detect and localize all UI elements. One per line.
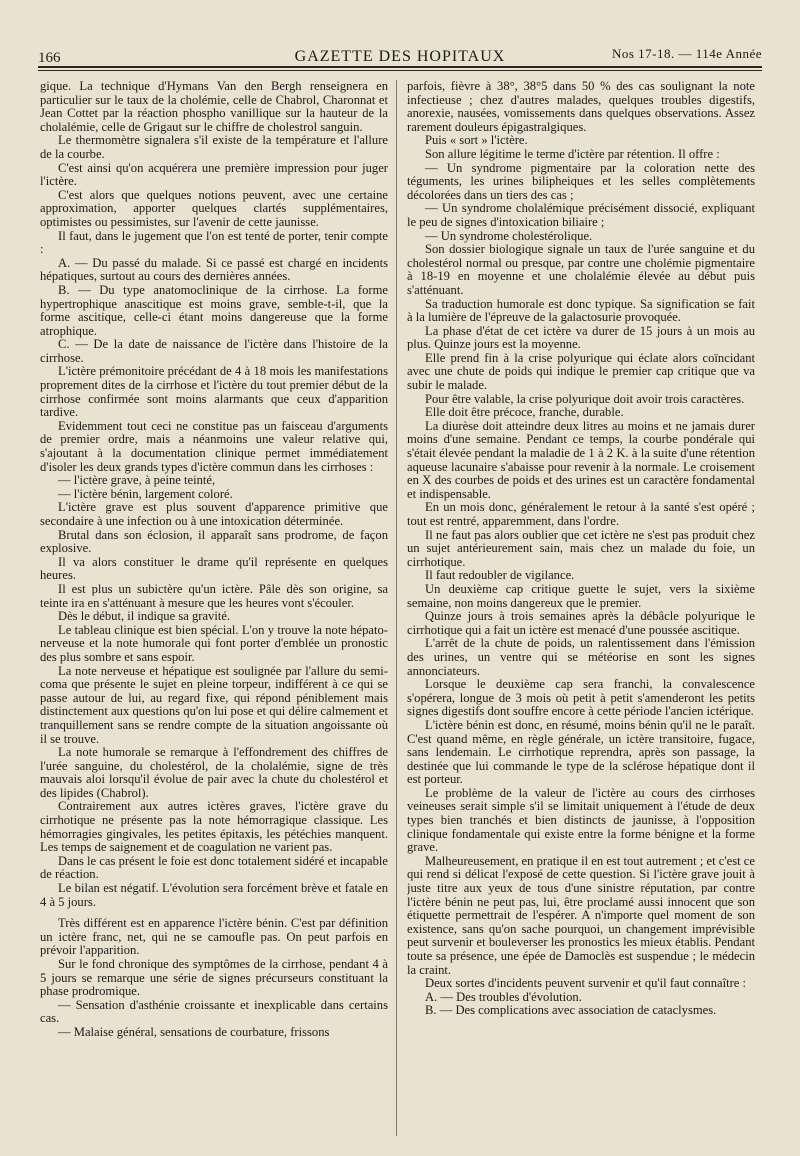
paragraph: La phase d'état de cet ictère va durer de 15 jours à un mois au plus. Quinze jours est la moyenne. [407,323,755,352]
paragraph: Quinze jours à trois semaines après la débâcle polyurique le cirrhotique qui a fait un ictère est menacé d'une poussée ascitique. [407,609,755,637]
right-column [407,80,755,1140]
paragraph: L'ictère grave est plus souvent d'apparence primitive que secondaire à une infection ou à une intoxication déterminée. [40,500,388,528]
header-rule-thin [38,70,762,71]
paragraph: L'ictère bénin est donc, en résumé, moins bénin qu'il ne le paraît. C'est quand même, en règle générale, un ictère transitoire, fugace, sans lendemain. Le cirrhotique reprendra, après son passage, la destinée que lui commande le type de la sclérose hépatique dont il est porteur. [407,717,755,787]
paragraph: Il ne faut pas alors oublier que cet ictère ne s'est pas produit chez un sujet antérieurement sain, mais chez un malade du foie, un cirrhotique. [407,527,755,569]
issue-info: Nos 17-18. — 114e Année [611,46,762,61]
paragraph: Elle prend fin à la crise polyurique qui éclate alors coïncidant avec une chute de poids qui indique le premier cap critique que va subir le malade. [407,350,755,393]
paragraph: — l'ictère grave, à peine teinté, [58,473,216,488]
paragraph: L'ictère prémonitoire précédant de 4 à 18 mois les manifestations proprement dites de la cirrhose et l'ictère du tout premier début de la cirrhose confirmée sont moins alarmants que ceux d'apparition tardive. [40,364,388,420]
paragraph: Son allure légitime le terme d'ictère par rétention. Il offre : [425,146,720,161]
paragraph: — l'ictère bénin, largement coloré. [58,486,233,501]
paragraph: Il est plus un subictère qu'un ictère. Pâle dès son origine, sa teinte ira en s'atténuant à mesure que les heures vont s'écouler. [40,581,388,610]
paragraph: Puis « sort » l'ictère. [425,133,528,148]
paragraph: — Un syndrome pigmentaire par la coloration nette des téguments, les urines bilipheiques et les selles complètements décolorées dans un tiers des cas ; [407,160,755,202]
column-divider [396,80,397,1136]
paragraph: C'est ainsi qu'on acquérera une première impression pour juger l'ictère. [40,160,388,189]
paragraph: Brutal dans son éclosion, il apparaît sans prodrome, de façon explosive. [40,527,388,556]
paragraph: En un mois donc, généralement le retour à la santé s'est opéré ; tout est rentré, apparemment, dans l'ordre. [407,500,755,528]
paragraph: Malheureusement, en pratique il en est tout autrement ; et c'est ce qui rend si délicat l'exposé de cette question. Si l'ictère grave jouit à juste titre aux yeux de tous d'une sinistre réputation, par contre l'ictère bénin ne peut pas, lui, être proclamé aussi innocent que son étiquette permettrait de l'espérer. A n'importe quel moment de son existence, sans qu'on sache pourquoi, un changement imprévisible peut survenir et bouleverser les pronostics les mieux établis. Pendant toute sa présence, une épée de Damoclès est suspendue ; le médecin la craint. [407,853,755,977]
page-header [38,44,762,66]
paragraph: Le problème de la valeur de l'ictère au cours des cirrhoses veineuses serait simple s'il se limitait uniquement à l'étude de deux types bien tranchés et bien distincts de jaunisse, à l'opposition clinique fondamentale qui existe entre la forme bénigne et la forme grave. [407,785,755,855]
paragraph: C'est alors que quelques notions peuvent, avec une certaine approximation, apporter quelques clartés supplémentaires, optimistes ou pessimistes, sur l'avenir de cette jaunisse. [40,187,388,229]
paragraph: Sur le fond chronique des symptômes de la cirrhose, pendant 4 à 5 jours se remarque une série de signes précurseurs constituant la phase prodromique. [40,957,388,999]
paragraph: — Sensation d'asthénie croissante et inexplicable dans certains cas. [40,997,388,1026]
journal-title: GAZETTE DES HOPITAUX [294,48,506,65]
paragraph: Lorsque le deuxième cap sera franchi, la convalescence s'opérera, longue de 3 mois où petit à petit s'amenderont les petits signes digestifs dont souffre encore à cette période l'ancien ictérique. [407,677,755,719]
paragraph: — Malaise général, sensations de courbature, frissons [58,1024,330,1039]
paragraph: C. — De la date de naissance de l'ictère dans l'histoire de la cirrhose. [40,337,388,365]
paragraph: Dès le début, il indique sa gravité. [58,609,231,624]
paragraph: parfois, fièvre à 38°, 38°5 dans 50 % des cas soulignant la note infectieuse ; chez d'autres malades, quelques troubles digestifs, anorexie, nausées, vomissements dans quelques observations. Assez rarement douleurs épigastralgiques. [407,80,755,134]
paragraph: Son dossier biologique signale un taux de l'urée sanguine et du cholestérol normal ou presque, par contre une cholémie pigmentaire à 18-19 en moyenne et une cholalémie élevée au début puis s'atténuant. [407,242,755,297]
paragraph: Pour être valable, la crise polyurique doit avoir trois caractères. [425,391,745,406]
paragraph: Le tableau clinique est bien spécial. L'on y trouve la note hépato-nerveuse et la note humorale qui font porter d'emblée un pronostic des plus sombre et sans espoir. [40,622,388,664]
paragraph: — Un syndrome cholalémique précisément dissocié, expliquant le peu de signes d'intoxication biliaire ; [407,201,755,229]
paragraph: Très différent est en apparence l'ictère bénin. C'est par définition un ictère franc, net, qui ne se camoufle pas. On peut parfois en prévoir l'apparition. [40,916,388,958]
paragraph: Contrairement aux autres ictères graves, l'ictère grave du cirrhotique ne présente pas la note hémorragique classique. Les hémorragies gingivales, les petites épitaxis, les pétéchies manquent. Les temps de saignement et de coagulation ne varient pas. [40,799,388,855]
paragraph: gique. La technique d'Hymans Van den Bergh renseignera en particulier sur le taux de la cholémie, celle de Chabrol, Charonnat et Jean Cottet par la réaction phospho vanillique sur la hauteur de la cholalémie, celle de Grigaut sur le chiffre de cholestrol sanguin. [40,80,388,134]
paragraph: Un deuxième cap critique guette le sujet, vers la sixième semaine, non moins dangereux que le premier. [407,581,755,610]
paragraph: A. — Du passé du malade. Si ce passé est chargé en incidents hépatiques, surtout au cours des dernières années. [40,255,388,284]
paragraph: Elle doit être précoce, franche, durable. [425,405,624,420]
paragraph: Le bilan est négatif. L'évolution sera forcément brève et fatale en 4 à 5 jours. [40,881,388,909]
paragraph: A. — Des troubles d'évolution. [425,989,582,1004]
left-column [40,80,388,1140]
paragraph: Deux sortes d'incidents peuvent survenir et qu'il faut connaître : [425,976,747,991]
paragraph: B. — Du type anatomoclinique de la cirrhose. La forme hypertrophique anascitique est moins grave, semble-t-il, que la forme ascitique, celle-ci étant moins dangereuse que la forme atrophique. [40,282,388,338]
header-rule [38,66,762,68]
paragraph: Il faut redoubler de vigilance. [425,568,575,583]
paragraph: Dans le cas présent le foie est donc totalement sidéré et incapable de réaction. [40,853,388,882]
paragraph: — Un syndrome cholestérolique. [425,228,593,243]
paragraph: La diurèse doit atteindre deux litres au moins et ne jamais durer moins d'une semaine. Pendant ce temps, la courbe pondérale qui s'était élevée pendant la maladie de 1 à 2 K. à la suite d'une rétention aqueuse lacunaire s'abaisse pour revenir à la normale. Le croisement en X des courbes de poids et des urines est un caractère fondamental et indispensable. [407,418,755,501]
paragraph: Il faut, dans le jugement que l'on est tenté de porter, tenir compte : [40,228,388,257]
paragraph: Evidemment tout ceci ne constitue pas un faisceau d'arguments de premier ordre, mais a néanmoins une valeur relative qui, s'ajoutant à la documentation clinique permet immédiatement d'isoler les deux grands types d'ictère commun dans les cirrhoses : [40,418,388,474]
paragraph: Sa traduction humorale est donc typique. Sa signification se fait à la lumière de l'épreuve de la galactosurie provoquée. [407,296,755,325]
paragraph: L'arrêt de la chute de poids, un ralentissement dans l'émission des urines, un ventre qui se météorise en sont les signes annonciateurs. [407,636,755,678]
paragraph: Il va alors constituer le drame qu'il représente en quelques heures. [40,554,388,583]
paragraph: Le thermomètre signalera s'il existe de la température et l'allure de la courbe. [40,133,388,161]
paragraph: B. — Des complications avec association de cataclysmes. [425,1003,717,1018]
page-number: 166 [38,50,61,66]
paragraph: La note nerveuse et hépatique est soulignée par l'allure du semi-coma que présente le sujet en pleine torpeur, indifférent à ce qui se passe autour de lui, au regard fixe, qui répond péniblement mais distinctement aux questions qu'on lui pose et qui délire calmement et tranquillement sans se rendre compte de la situation angoissante où il se trouve. [40,663,388,746]
paragraph: La note humorale se remarque à l'effondrement des chiffres de l'urée sanguine, du cholestérol, de la cholalémie, signe de très mauvais aloi lorsqu'il évolue de pair avec la chute du cholestérol et des lipides (Chabrol). [40,745,388,800]
